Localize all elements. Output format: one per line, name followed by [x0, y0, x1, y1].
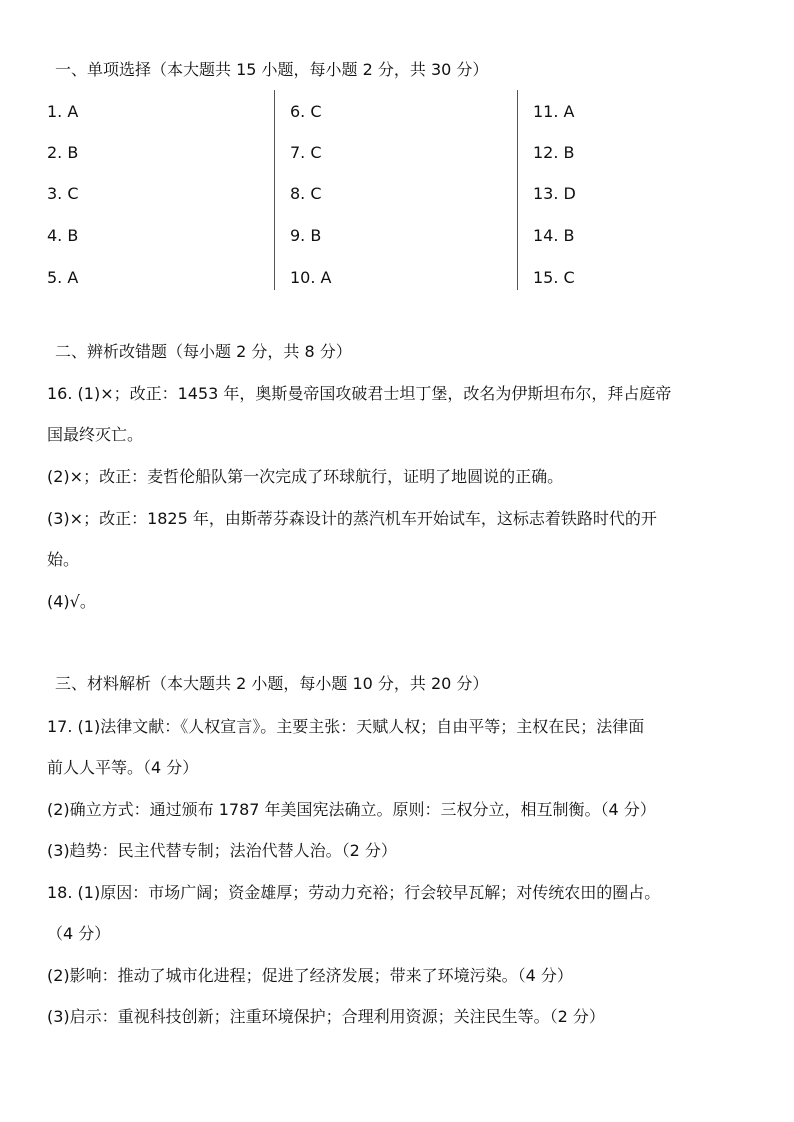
answer-line: 16. (1)×；改正：1453 年，奥斯曼帝国攻破君士坦丁堡，改名为伊斯坦布尔，拜占庭帝	[47, 384, 672, 403]
mc-answer-13: 13. D	[533, 184, 576, 203]
answer-line: (3)趋势：民主代替专制；法治代替人治。（2 分）	[47, 841, 397, 860]
mc-answer-14: 14. B	[533, 226, 575, 245]
mc-answer-6: 6. C	[290, 102, 322, 121]
answer-line: 18. (1)原因：市场广阔；资金雄厚；劳动力充裕；行会较早瓦解；对传统农田的圈占。	[47, 883, 661, 902]
answer-line: （4 分）	[47, 924, 111, 943]
mc-answer-15: 15. C	[533, 268, 575, 287]
answer-line: 17. (1)法律文献：《人权宣言》。主要主张：天赋人权；自由平等；主权在民；法律面	[47, 717, 645, 736]
answer-line: 前人人平等。（4 分）	[47, 758, 199, 777]
section-2-title: 二、辨析改错题（每小题 2 分，共 8 分）	[55, 342, 352, 361]
answer-line: (2)影响：推动了城市化进程；促进了经济发展；带来了环境污染。（4 分）	[47, 966, 573, 985]
mc-column-3	[517, 90, 738, 290]
section-3-title: 三、材料解析（本大题共 2 小题，每小题 10 分，共 20 分）	[55, 674, 489, 693]
answer-line: (3)启示：重视科技创新；注重环境保护；合理利用资源；关注民生等。（2 分）	[47, 1007, 605, 1026]
answer-line: 国最终灭亡。	[47, 425, 144, 444]
mc-answer-3: 3. C	[47, 184, 79, 203]
mc-answer-4: 4. B	[47, 226, 79, 245]
mc-answer-2: 2. B	[47, 143, 79, 162]
answer-line: (2)×；改正：麦哲伦船队第一次完成了环球航行，证明了地圆说的正确。	[47, 467, 564, 486]
mc-answer-11: 11. A	[533, 102, 575, 121]
mc-answer-10: 10. A	[290, 268, 332, 287]
answer-line: (4)√。	[47, 592, 96, 611]
answer-line: (2)确立方式：通过颁布 1787 年美国宪法确立。原则：三权分立，相互制衡。（4 分）	[47, 800, 656, 819]
mc-column-2	[274, 90, 517, 290]
mc-column-1	[47, 90, 273, 290]
mc-answer-1: 1. A	[47, 102, 79, 121]
mc-answer-12: 12. B	[533, 143, 575, 162]
mc-answer-7: 7. C	[290, 143, 322, 162]
section-1-title: 一、单项选择（本大题共 15 小题，每小题 2 分，共 30 分）	[55, 60, 489, 79]
mc-answer-8: 8. C	[290, 184, 322, 203]
answer-line: 始。	[47, 550, 80, 569]
mc-answer-5: 5. A	[47, 268, 79, 287]
answer-line: (3)×；改正：1825 年，由斯蒂芬森设计的蒸汽机车开始试车，这标志着铁路时代的开	[47, 509, 657, 528]
mc-answer-9: 9. B	[290, 226, 322, 245]
